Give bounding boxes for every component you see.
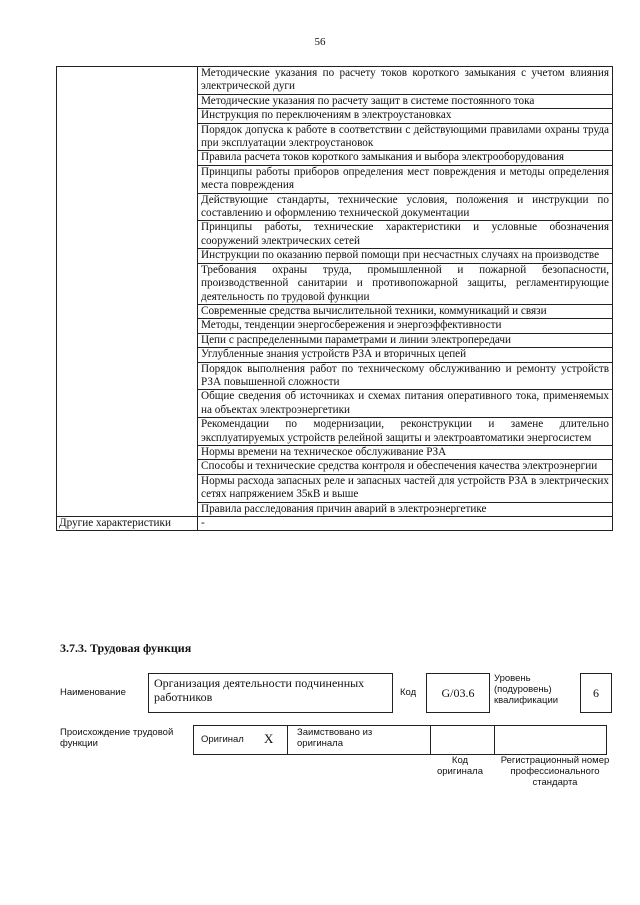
- name-box: [148, 673, 393, 713]
- code-caption: Код оригинала: [436, 755, 483, 777]
- knowledge-item: Принципы работы, технические характеристики и условные обозначения сооружений электрических сетей: [198, 221, 613, 249]
- knowledge-item: Действующие стандарты, технические условия, положения и инструкции по составлению и оформлению технической документации: [198, 193, 613, 221]
- knowledge-item: Способы и технические средства контроля и обеспечения качества электроэнергии: [198, 460, 613, 474]
- knowledge-item: Принципы работы приборов определения мест повреждения и методы определения места повреждения: [198, 165, 613, 193]
- knowledge-item: Рекомендации по модернизации, реконструкции и замене длительно эксплуатируемых устройств релейной защиты и электроавтоматики энергосистем: [198, 418, 613, 446]
- page-number: 56: [314, 36, 326, 48]
- knowledge-item: Углубленные знания устройств РЗА и вторичных цепей: [198, 348, 613, 362]
- level-value: 6: [593, 686, 599, 700]
- code-box: [426, 673, 490, 713]
- knowledge-item: Порядок допуска к работе в соответствии с действующими правилами охраны труда при эксплуатации электроустановок: [198, 123, 613, 151]
- level-label: Уровень (подуровень) квалификации: [494, 673, 559, 706]
- function-name: Организация деятельности подчиненных работников: [154, 676, 365, 704]
- reg-caption: Регистрационный номер профессионального стандарта: [500, 755, 610, 788]
- knowledge-item: Правила расследования причин аварий в электроэнергетике: [198, 502, 613, 516]
- knowledge-item: Методические указания по расчету токов короткого замыкания с учетом влияния электрической дуги: [198, 67, 613, 95]
- table-row: [57, 67, 613, 95]
- original-mark: X: [264, 731, 274, 746]
- knowledge-table: [56, 66, 613, 531]
- function-code: G/03.6: [441, 686, 475, 700]
- knowledge-item: Инструкции по оказанию первой помощи при несчастных случаях на производстве: [198, 249, 613, 263]
- original-label: Оригинал: [201, 734, 244, 745]
- other-characteristics-label: Другие характеристики: [57, 517, 198, 531]
- knowledge-item: Нормы расхода запасных реле и запасных частей для устройств РЗА в электрических сетях напряжением 35кВ и выше: [198, 474, 613, 502]
- code-label: Код: [400, 687, 417, 698]
- knowledge-item: Методические указания по расчету защит в системе постоянного тока: [198, 94, 613, 108]
- knowledge-item: Общие сведения об источниках и схемах питания оперативного тока, применяемых на объектах электроэнергетики: [198, 390, 613, 418]
- table-row: [57, 517, 613, 531]
- knowledge-item: Правила расчета токов короткого замыкания и выбора электрооборудования: [198, 151, 613, 165]
- other-characteristics-value: -: [198, 517, 613, 531]
- level-box: [580, 673, 612, 713]
- origin-label: Происхождение трудовой функции: [60, 727, 174, 749]
- knowledge-item: Цепи с распределенными параметрами и линии электропередачи: [198, 333, 613, 347]
- row-label-cell: [57, 67, 198, 517]
- knowledge-item: Методы, тенденции энергосбережения и энергоэффективности: [198, 319, 613, 333]
- knowledge-item: Нормы времени на техническое обслуживание РЗА: [198, 445, 613, 459]
- knowledge-item: Инструкция по переключениям в электроустановках: [198, 109, 613, 123]
- name-label: Наименование: [60, 687, 126, 698]
- knowledge-item: Современные средства вычислительной техники, коммуникаций и связи: [198, 304, 613, 318]
- section-title: 3.7.3. Трудовая функция: [60, 641, 192, 655]
- borrowed-label: Заимствовано из оригинала: [297, 727, 373, 749]
- knowledge-item: Требования охраны труда, промышленной и пожарной безопасности, производственной санитарии и противопожарной защиты, регламентирующие деятельность по трудовой функции: [198, 263, 613, 304]
- knowledge-item: Порядок выполнения работ по техническому обслуживанию и ремонту устройств РЗА повышенной сложности: [198, 362, 613, 390]
